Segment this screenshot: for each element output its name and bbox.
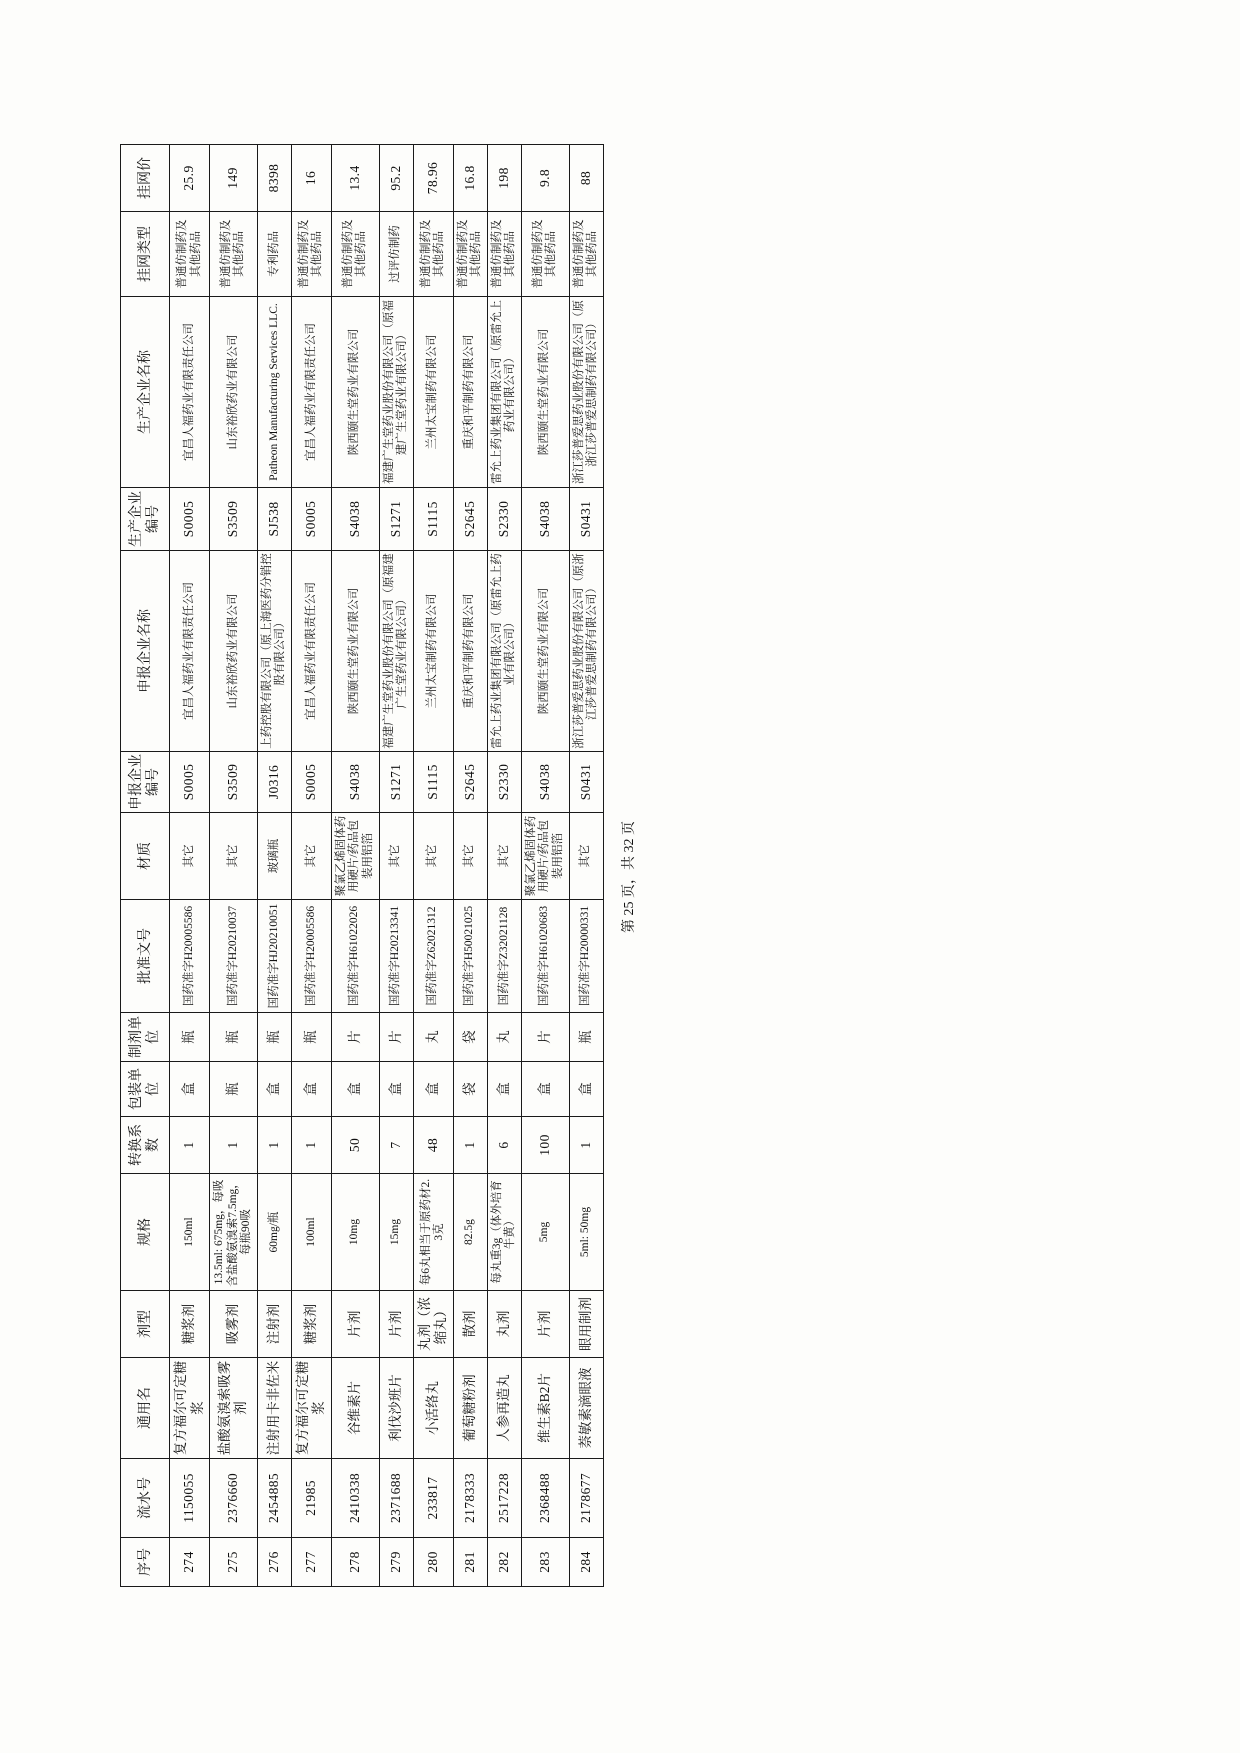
cell-declare-no: S2645 [453, 751, 487, 812]
cell-price: 78.96 [413, 144, 453, 211]
cell-pack-unit: 盒 [170, 1061, 210, 1116]
cell-producer-no: S3509 [210, 487, 258, 550]
col-header-spec: 规格 [121, 1173, 170, 1290]
cell-material: 其它 [569, 812, 603, 899]
cell-material: 其它 [170, 812, 210, 899]
cell-approval-no: 国药准字Z62021312 [413, 899, 453, 1012]
cell-pack-unit: 盒 [487, 1061, 521, 1116]
cell-pack-unit: 瓶 [210, 1061, 258, 1116]
cell-pack-unit: 盒 [569, 1061, 603, 1116]
cell-listing-type: 普通仿制药及其他药品 [521, 211, 569, 296]
cell-conversion: 7 [379, 1116, 413, 1173]
cell-conversion: 1 [453, 1116, 487, 1173]
table-body [170, 144, 604, 1586]
cell-declare-name: 陕西颐生堂药业有限公司 [521, 550, 569, 751]
cell-declare-no: S0005 [291, 751, 331, 812]
cell-conversion: 1 [291, 1116, 331, 1173]
cell-declare-no: S4038 [521, 751, 569, 812]
cell-spec: 60mg/瓶 [257, 1173, 291, 1290]
cell-producer-no: S0005 [170, 487, 210, 550]
table-row [487, 144, 521, 1586]
table-row [170, 144, 210, 1586]
landscape-content [120, 156, 1120, 1587]
cell-declare-no: S3509 [210, 751, 258, 812]
cell-pack-unit: 盒 [291, 1061, 331, 1116]
cell-dosage-form: 片剂 [331, 1290, 379, 1357]
cell-approval-no: 国药准字H61020683 [521, 899, 569, 1012]
col-header-producer-no: 生产企业编号 [121, 487, 170, 550]
cell-producer-name: 宜昌人福药业有限责任公司 [170, 296, 210, 487]
cell-seq: 284 [569, 1537, 603, 1586]
cell-dosage-form: 片剂 [521, 1290, 569, 1357]
cell-flow-no: 2410338 [331, 1458, 379, 1537]
cell-generic-name: 利伐沙班片 [379, 1357, 413, 1458]
cell-declare-no: J0316 [257, 751, 291, 812]
col-header-material: 材质 [121, 812, 170, 899]
cell-producer-no: S0005 [291, 487, 331, 550]
cell-declare-name: 重庆和平制药有限公司 [453, 550, 487, 751]
cell-dosage-form: 散剂 [453, 1290, 487, 1357]
cell-declare-name: 浙江莎普爱思药业股份有限公司（原浙江莎普爱思制药有限公司） [569, 550, 603, 751]
cell-material: 其它 [379, 812, 413, 899]
cell-producer-no: S4038 [331, 487, 379, 550]
cell-producer-name: 山东裕欣药业有限公司 [210, 296, 258, 487]
cell-listing-type: 过评仿制药 [379, 211, 413, 296]
table-row [453, 144, 487, 1586]
cell-listing-type: 普通仿制药及其他药品 [487, 211, 521, 296]
cell-approval-no: 国药准字H20213341 [379, 899, 413, 1012]
cell-approval-no: 国药准字H20000331 [569, 899, 603, 1012]
cell-spec: 每丸重3g（体外培育牛黄） [487, 1173, 521, 1290]
cell-declare-name: 山东裕欣药业有限公司 [210, 550, 258, 751]
cell-producer-no: S0431 [569, 487, 603, 550]
cell-producer-no: SJ538 [257, 487, 291, 550]
col-header-declare-name: 申报企业名称 [121, 550, 170, 751]
cell-price: 25.9 [170, 144, 210, 211]
cell-flow-no: 233817 [413, 1458, 453, 1537]
cell-dosage-form: 丸剂（浓缩丸） [413, 1290, 453, 1357]
cell-seq: 280 [413, 1537, 453, 1586]
cell-flow-no: 21985 [291, 1458, 331, 1537]
cell-approval-no: 国药准字H50021025 [453, 899, 487, 1012]
cell-declare-name: 宜昌人福药业有限责任公司 [170, 550, 210, 751]
cell-seq: 281 [453, 1537, 487, 1586]
cell-generic-name: 萘敏素滴眼液 [569, 1357, 603, 1458]
cell-pack-unit: 盒 [379, 1061, 413, 1116]
col-header-producer-name: 生产企业名称 [121, 296, 170, 487]
cell-producer-name: 宜昌人福药业有限责任公司 [291, 296, 331, 487]
cell-dosage-form: 糖浆剂 [170, 1290, 210, 1357]
cell-conversion: 1 [210, 1116, 258, 1173]
cell-producer-name: Patheon Manufacturing Services LLC. [257, 296, 291, 487]
cell-producer-name: 重庆和平制药有限公司 [453, 296, 487, 487]
cell-spec: 5ml: 50mg [569, 1173, 603, 1290]
cell-prep-unit: 片 [521, 1012, 569, 1061]
col-header-declare-no: 申报企业编号 [121, 751, 170, 812]
cell-approval-no: 国药准字H20210037 [210, 899, 258, 1012]
cell-declare-no: S1271 [379, 751, 413, 812]
col-header-price: 挂网价 [121, 144, 170, 211]
cell-declare-no: S0431 [569, 751, 603, 812]
cell-declare-no: S2330 [487, 751, 521, 812]
cell-material: 聚氯乙烯固体药用硬片/药品包装用铝箔 [331, 812, 379, 899]
cell-producer-name: 陕西颐生堂药业有限公司 [331, 296, 379, 487]
cell-declare-name: 兰州太宝制药有限公司 [413, 550, 453, 751]
col-header-dosage-form: 剂型 [121, 1290, 170, 1357]
cell-pack-unit: 盒 [331, 1061, 379, 1116]
cell-flow-no: 2371688 [379, 1458, 413, 1537]
cell-producer-no: S4038 [521, 487, 569, 550]
cell-seq: 278 [331, 1537, 379, 1586]
cell-spec: 每6丸相当于原药材2.3克 [413, 1173, 453, 1290]
cell-material: 其它 [291, 812, 331, 899]
cell-generic-name: 维生素B2片 [521, 1357, 569, 1458]
cell-prep-unit: 瓶 [170, 1012, 210, 1061]
cell-flow-no: 2178333 [453, 1458, 487, 1537]
cell-generic-name: 葡萄糖粉剂 [453, 1357, 487, 1458]
cell-generic-name: 小活络丸 [413, 1357, 453, 1458]
cell-prep-unit: 袋 [453, 1012, 487, 1061]
cell-conversion: 100 [521, 1116, 569, 1173]
cell-pack-unit: 盒 [413, 1061, 453, 1116]
cell-conversion: 1 [257, 1116, 291, 1173]
cell-price: 13.4 [331, 144, 379, 211]
table-row [291, 144, 331, 1586]
cell-approval-no: 国药准字H20005586 [291, 899, 331, 1012]
cell-prep-unit: 瓶 [257, 1012, 291, 1061]
cell-spec: 82.5g [453, 1173, 487, 1290]
table-row [569, 144, 603, 1586]
cell-generic-name: 复方福尔可定糖浆 [291, 1357, 331, 1458]
col-header-seq: 序号 [121, 1537, 170, 1586]
cell-generic-name: 盐酸氨溴索吸雾剂 [210, 1357, 258, 1458]
cell-price: 16 [291, 144, 331, 211]
cell-producer-no: S1271 [379, 487, 413, 550]
cell-prep-unit: 片 [331, 1012, 379, 1061]
cell-declare-name: 雷允上药业集团有限公司（原雷允上药业有限公司） [487, 550, 521, 751]
cell-dosage-form: 片剂 [379, 1290, 413, 1357]
cell-approval-no: 国药准字Z32021128 [487, 899, 521, 1012]
cell-flow-no: 1150055 [170, 1458, 210, 1537]
cell-listing-type: 普通仿制药及其他药品 [210, 211, 258, 296]
cell-listing-type: 普通仿制药及其他药品 [291, 211, 331, 296]
cell-prep-unit: 丸 [413, 1012, 453, 1061]
table-row [257, 144, 291, 1586]
cell-dosage-form: 眼用制剂 [569, 1290, 603, 1357]
cell-seq: 283 [521, 1537, 569, 1586]
cell-generic-name: 人参再造丸 [487, 1357, 521, 1458]
cell-price: 198 [487, 144, 521, 211]
cell-generic-name: 谷维素片 [331, 1357, 379, 1458]
table-row [331, 144, 379, 1586]
cell-prep-unit: 瓶 [569, 1012, 603, 1061]
cell-price: 8398 [257, 144, 291, 211]
cell-producer-name: 福建广生堂药业股份有限公司（原福建广生堂药业有限公司） [379, 296, 413, 487]
cell-declare-no: S4038 [331, 751, 379, 812]
cell-material: 其它 [413, 812, 453, 899]
cell-listing-type: 普通仿制药及其他药品 [170, 211, 210, 296]
cell-flow-no: 2368488 [521, 1458, 569, 1537]
cell-producer-name: 兰州太宝制药有限公司 [413, 296, 453, 487]
cell-producer-no: S2645 [453, 487, 487, 550]
table-row [379, 144, 413, 1586]
cell-price: 95.2 [379, 144, 413, 211]
cell-spec: 13.5ml: 675mg，每吸含盐酸氨溴索7.5mg，每瓶90吸 [210, 1173, 258, 1290]
cell-declare-name: 宜昌人福药业有限责任公司 [291, 550, 331, 751]
cell-spec: 100ml [291, 1173, 331, 1290]
col-header-conversion: 转换系数 [121, 1116, 170, 1173]
cell-spec: 150ml [170, 1173, 210, 1290]
cell-material: 聚氯乙烯固体药用硬片/药品包装用铝箔 [521, 812, 569, 899]
cell-declare-no: S1115 [413, 751, 453, 812]
cell-pack-unit: 盒 [521, 1061, 569, 1116]
col-header-prep-unit: 制剂单位 [121, 1012, 170, 1061]
cell-listing-type: 普通仿制药及其他药品 [331, 211, 379, 296]
cell-prep-unit: 瓶 [210, 1012, 258, 1061]
cell-material: 其它 [210, 812, 258, 899]
table-row [521, 144, 569, 1586]
table-row [210, 144, 258, 1586]
cell-conversion: 48 [413, 1116, 453, 1173]
cell-prep-unit: 片 [379, 1012, 413, 1061]
cell-producer-name: 陕西颐生堂药业有限公司 [521, 296, 569, 487]
cell-material: 玻璃瓶 [257, 812, 291, 899]
drug-listing-table [120, 144, 604, 1587]
cell-material: 其它 [487, 812, 521, 899]
footer-holder [618, 187, 638, 1567]
cell-producer-name: 雷允上药业集团有限公司（原雷允上药业有限公司） [487, 296, 521, 487]
cell-price: 16.8 [453, 144, 487, 211]
cell-producer-no: S2330 [487, 487, 521, 550]
cell-declare-name: 陕西颐生堂药业有限公司 [331, 550, 379, 751]
cell-declare-name: 福建广生堂药业股份有限公司（原福建广生堂药业有限公司） [379, 550, 413, 751]
cell-flow-no: 2178677 [569, 1458, 603, 1537]
cell-price: 149 [210, 144, 258, 211]
cell-dosage-form: 丸剂 [487, 1290, 521, 1357]
cell-material: 其它 [453, 812, 487, 899]
cell-flow-no: 2517228 [487, 1458, 521, 1537]
cell-conversion: 50 [331, 1116, 379, 1173]
cell-conversion: 6 [487, 1116, 521, 1173]
cell-pack-unit: 袋 [453, 1061, 487, 1116]
cell-seq: 276 [257, 1537, 291, 1586]
page-footer: 第 25 页，共 32 页 [621, 820, 637, 933]
cell-listing-type: 普通仿制药及其他药品 [569, 211, 603, 296]
cell-generic-name: 复方福尔可定糖浆 [170, 1357, 210, 1458]
cell-declare-no: S0005 [170, 751, 210, 812]
col-header-listing-type: 挂网类型 [121, 211, 170, 296]
cell-generic-name: 注射用卡非佐米 [257, 1357, 291, 1458]
cell-conversion: 1 [569, 1116, 603, 1173]
cell-seq: 282 [487, 1537, 521, 1586]
cell-flow-no: 2454885 [257, 1458, 291, 1537]
cell-spec: 5mg [521, 1173, 569, 1290]
cell-declare-name: 上药控股有限公司（原上海医药分销控股有限公司） [257, 550, 291, 751]
cell-approval-no: 国药准字H20005586 [170, 899, 210, 1012]
table-header-row [121, 144, 170, 1586]
cell-listing-type: 普通仿制药及其他药品 [413, 211, 453, 296]
cell-listing-type: 专利药品 [257, 211, 291, 296]
cell-spec: 10mg [331, 1173, 379, 1290]
cell-prep-unit: 瓶 [291, 1012, 331, 1061]
cell-approval-no: 国药准字H61022026 [331, 899, 379, 1012]
cell-pack-unit: 盒 [257, 1061, 291, 1116]
cell-dosage-form: 注射剂 [257, 1290, 291, 1357]
table-row [413, 144, 453, 1586]
cell-prep-unit: 丸 [487, 1012, 521, 1061]
table-header [121, 144, 170, 1586]
cell-seq: 275 [210, 1537, 258, 1586]
cell-approval-no: 国药准字HJ20210051 [257, 899, 291, 1012]
col-header-approval-no: 批准文号 [121, 899, 170, 1012]
cell-seq: 277 [291, 1537, 331, 1586]
cell-seq: 274 [170, 1537, 210, 1586]
cell-listing-type: 普通仿制药及其他药品 [453, 211, 487, 296]
cell-dosage-form: 吸雾剂 [210, 1290, 258, 1357]
cell-price: 88 [569, 144, 603, 211]
cell-spec: 15mg [379, 1173, 413, 1290]
cell-flow-no: 2376660 [210, 1458, 258, 1537]
col-header-flow-no: 流水号 [121, 1458, 170, 1537]
col-header-pack-unit: 包装单位 [121, 1061, 170, 1116]
cell-dosage-form: 糖浆剂 [291, 1290, 331, 1357]
cell-producer-name: 浙江莎普爱思药业股份有限公司（原浙江莎普爱思制药有限公司） [569, 296, 603, 487]
cell-producer-no: S1115 [413, 487, 453, 550]
col-header-generic-name: 通用名 [121, 1357, 170, 1458]
cell-conversion: 1 [170, 1116, 210, 1173]
cell-seq: 279 [379, 1537, 413, 1586]
cell-price: 9.8 [521, 144, 569, 211]
